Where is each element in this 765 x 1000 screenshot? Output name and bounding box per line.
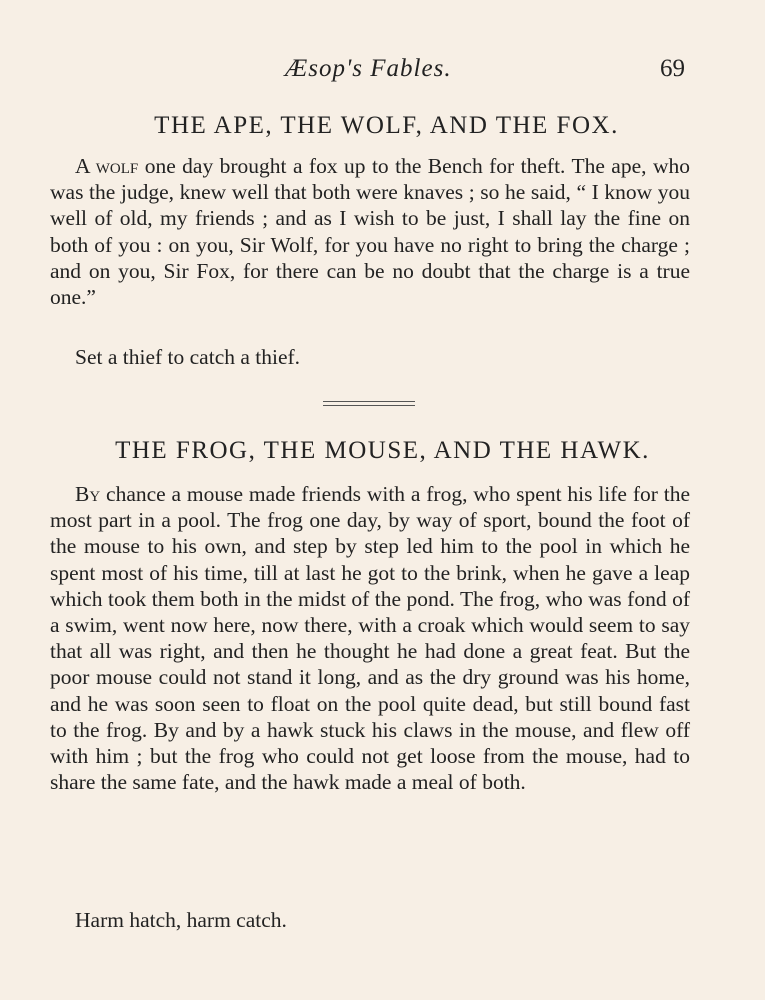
fable-body-text: one day brought a fox up to the Bench for theft. The ape, who was the judge, knew well that both were knaves ; so he said, “ I know you well of old, my friends ; and as I wish to be just, I shall lay the fine on both of you : on you, Sir Wolf, for you have no right to bring the charge ; and on you, Sir Fox, for there can be no doubt that the charge is a true one.” bbox=[50, 154, 690, 310]
fable-title: THE FROG, THE MOUSE, AND THE HAWK. bbox=[115, 437, 650, 464]
fable-text bbox=[50, 481, 690, 795]
fable-moral: Harm hatch, harm catch. bbox=[75, 908, 287, 932]
lead-words: A wolf bbox=[75, 154, 139, 178]
fable-title: THE APE, THE WOLF, AND THE FOX. bbox=[154, 112, 619, 139]
fable-text bbox=[50, 153, 690, 310]
lead-words: By bbox=[75, 482, 101, 506]
fable-body-text: chance a mouse made friends with a frog, who spent his life for the most part in a pool. The frog one day, by way of sport, bound the foot of the mouse to his own, and step by step led him to the pool in which he spent most of his time, till at last he got to the brink, when he gave a leap which took them both in the midst of the pond. The frog, who was fond of a swim, went now here, now there, with a croak which would seem to say that all was right, and then he thought he had done a great feat. But the poor mouse could not stand it long, and as the dry ground was his home, and he was soon seen to float on the pool quite dead, but still bound fast to the frog. By and by a hawk stuck his claws in the mouse, and flew off with him ; but the frog who could not get loose from the mouse, had to share the same fate, and the hawk made a meal of both. bbox=[50, 482, 690, 795]
fable-moral: Set a thief to catch a thief. bbox=[75, 345, 301, 369]
running-title: Æsop's Fables. bbox=[285, 55, 452, 82]
page-number: 69 bbox=[660, 55, 685, 82]
section-divider bbox=[323, 401, 415, 406]
running-head bbox=[0, 55, 765, 95]
